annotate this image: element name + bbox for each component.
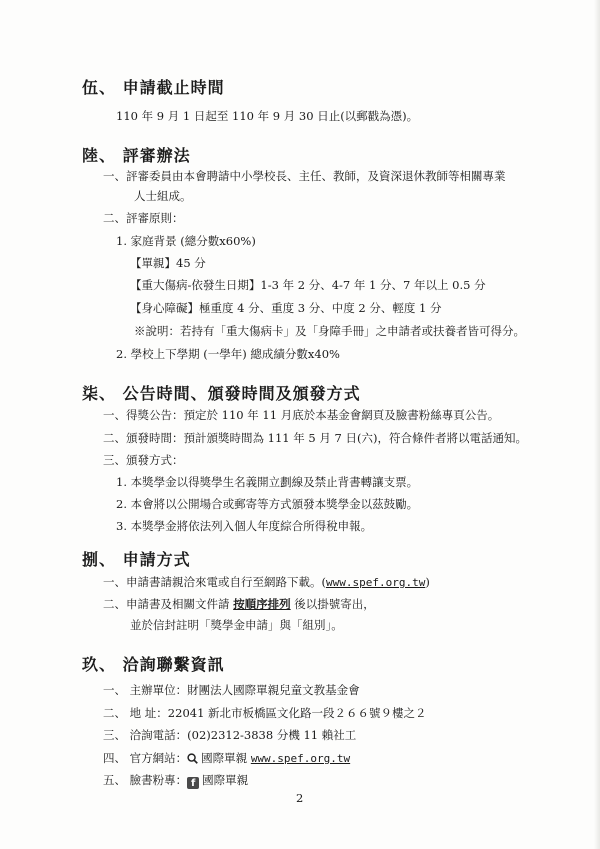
criteria-1-illness-label: 【重大傷病-依發生日期】 xyxy=(130,278,261,292)
deadline-text: 110 年 9 月 1 日起至 110 年 9 月 30 日止(以郵戳為憑)。 xyxy=(116,109,419,123)
criteria-2: 2. 學校上下學期 (一學年) 總成績分數x40% xyxy=(116,347,340,361)
criteria-1-disability-text: 極重度 4 分、重度 3 分、中度 2 分、輕度 1 分 xyxy=(199,301,442,315)
announce-item-1: 一、得獎公告：預定於 110 年 11 月底於本基金會網頁及臉書粉絲專頁公告。 xyxy=(103,408,500,422)
criteria-1-single-parent: 【單親】45 分 xyxy=(130,256,206,270)
apply-item-1-close: ) xyxy=(425,575,430,589)
section-heading-application: 捌、 申請方式 xyxy=(82,550,191,569)
announce-item-2: 二、頒發時間：預計頒獎時間為 111 年 5 月 7 日(六)，符合條件者將以電話通知。 xyxy=(103,431,527,445)
contact-facebook-label: 五、 臉書粉專： xyxy=(103,773,188,787)
apply-item-2b: 並於信封註明「獎學金申請」與「組別」。 xyxy=(130,618,343,632)
apply-item-2-pre: 二、申請書及相關文件請 xyxy=(103,597,234,611)
website-link[interactable]: www.spef.org.tw xyxy=(250,752,351,765)
apply-item-2-post: 後以掛號寄出， xyxy=(290,597,375,611)
section-heading-contact: 玖、 洽詢聯繫資訊 xyxy=(82,655,225,674)
review-item-1a: 一、評審委員由本會聘請中小學校長、主任、教師，及資深退休教師等相關專業 xyxy=(103,169,506,183)
apply-item-2-emphasis: 按順序排列 xyxy=(233,597,291,611)
section-heading-review: 陸、 評審辦法 xyxy=(82,146,191,165)
scan-edge-shadow xyxy=(594,0,600,849)
contact-facebook xyxy=(103,772,248,789)
page-number: 2 xyxy=(296,791,304,805)
contact-website xyxy=(103,750,350,767)
review-item-2: 二、評審原則： xyxy=(103,211,184,225)
award-method-2: 2. 本會將以公開場合或郵寄等方式頒發本獎學金以茲鼓勵。 xyxy=(116,497,419,511)
download-link[interactable]: www.spef.org.tw xyxy=(325,576,426,589)
contact-address: 二、 地 址：22041 新北市板橋區文化路一段２６６號９樓之２ xyxy=(103,706,427,720)
apply-item-2 xyxy=(103,596,375,612)
award-method-1: 1. 本獎學金以得獎學生名義開立劃線及禁止背書轉讓支票。 xyxy=(116,475,419,489)
award-method-3: 3. 本獎學金將依法列入個人年度綜合所得稅申報。 xyxy=(116,519,373,533)
criteria-1-illness-text: 1-3 年 2 分、4-7 年 1 分、7 年以上 0.5 分 xyxy=(260,278,486,292)
criteria-1-disability xyxy=(130,300,442,316)
contact-website-name: 國際單親 xyxy=(201,751,248,765)
criteria-1-disability-label: 【身心障礙】 xyxy=(130,301,199,315)
facebook-icon: f xyxy=(187,777,199,789)
criteria-1: 1. 家庭背景 (總分數x60%) xyxy=(116,234,256,248)
apply-item-1 xyxy=(103,574,430,591)
section-heading-announcement: 柒、 公告時間、頒發時間及頒發方式 xyxy=(82,384,361,403)
criteria-1-illness xyxy=(130,277,486,293)
section-heading-deadline: 伍、 申請截止時間 xyxy=(82,78,225,97)
criteria-note: ※說明：若持有「重大傷病卡」及「身障手冊」之申請者或扶養者皆可得分。 xyxy=(134,324,525,338)
contact-phone: 三、 洽詢電話：(02)2312-3838 分機 11 賴社工 xyxy=(103,728,357,742)
announce-item-3: 三、頒發方式： xyxy=(103,453,184,467)
facebook-page-link[interactable]: 國際單親 xyxy=(202,773,249,787)
review-item-1b: 人士組成。 xyxy=(134,189,192,203)
contact-website-label: 四、 官方網站： xyxy=(103,751,188,765)
apply-item-1-text: 一、申請書請親洽來電或自行至網路下載。( xyxy=(103,575,326,589)
search-icon xyxy=(187,753,198,764)
contact-organizer: 一、 主辦單位：財團法人國際單親兒童文教基金會 xyxy=(103,683,360,697)
